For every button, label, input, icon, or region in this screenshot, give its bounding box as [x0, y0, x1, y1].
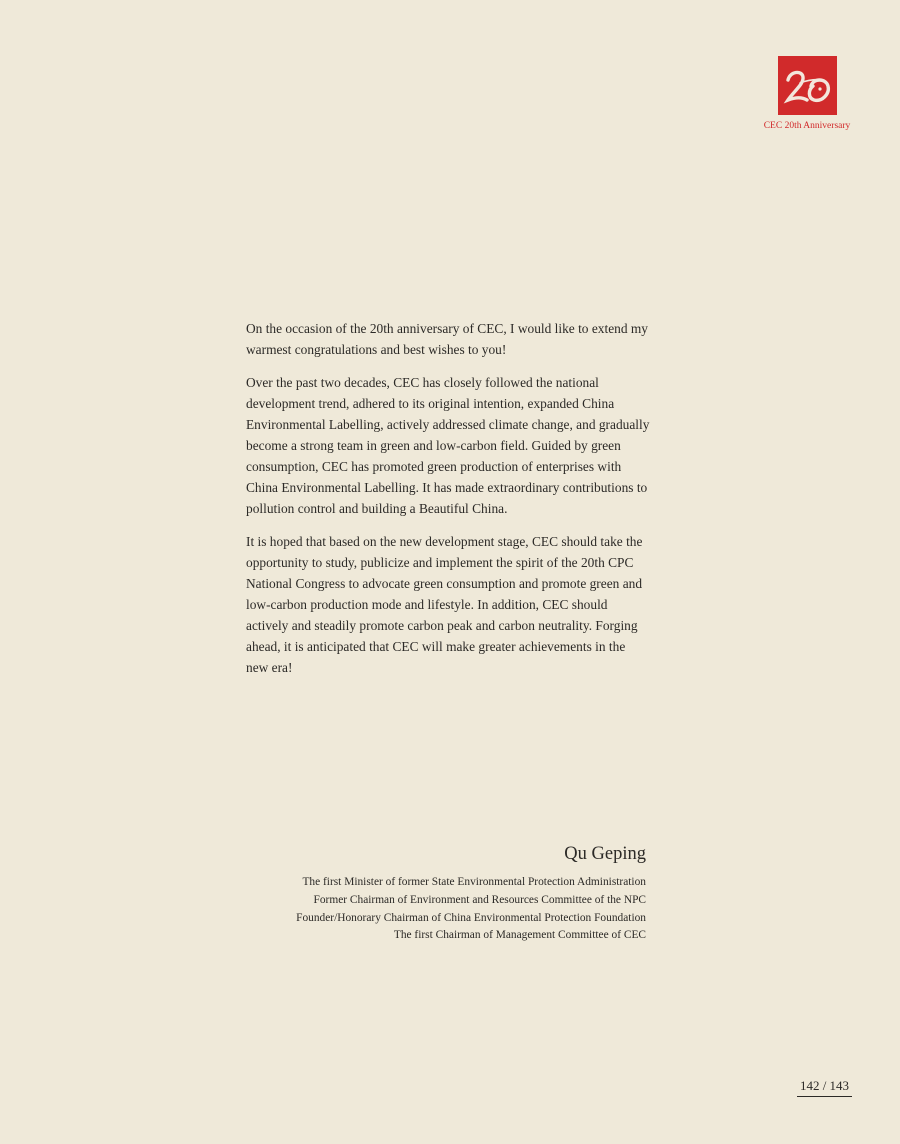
letter-paragraph: It is hoped that based on the new development stage, CEC should take the opportunity to study, publicize and implement the spirit of the 20th CPC National Congress to advocate green consumption and promote green and low-carbon production mode and lifestyle. In addition, CEC should actively and steadily promote carbon peak and carbon neutrality. Forging ahead, it is anticipated that CEC will make greater achievements in the new era! [246, 534, 643, 675]
page-number: 142 / 143 [797, 1078, 852, 1097]
cec-20-anniversary-icon [778, 56, 837, 115]
letter-paragraph: On the occasion of the 20th anniversary of CEC, I would like to extend my warmest congratulations and best wishes to you! [246, 321, 649, 357]
signatory-title: The first Chairman of Management Committee of CEC [393, 929, 646, 942]
logo-caption: CEC 20th Anniversary [763, 121, 851, 131]
letter-paragraph: Over the past two decades, CEC has closely followed the national development trend, adhered to its original intention, expanded China Environmental Labelling, actively addressed climate change, and gradually become a strong team in green and low-carbon field. Guided by green consumption, CEC has promoted green production of enterprises with China Environmental Labelling. It has made extraordinary contributions to pollution control and building a Beautiful China. [246, 375, 650, 516]
signature-block [246, 842, 646, 945]
signatory-title: Founder/Honorary Chairman of China Environmental Protection Foundation [296, 911, 646, 924]
twenty-calligraphy-icon [778, 56, 837, 115]
letter-body [246, 318, 650, 690]
signatory-name: Qu Geping [564, 844, 646, 864]
signatory-title: The first Minister of former State Environmental Protection Administration [302, 876, 646, 888]
signatory-title: Former Chairman of Environment and Resources Committee of the NPC [313, 893, 646, 906]
